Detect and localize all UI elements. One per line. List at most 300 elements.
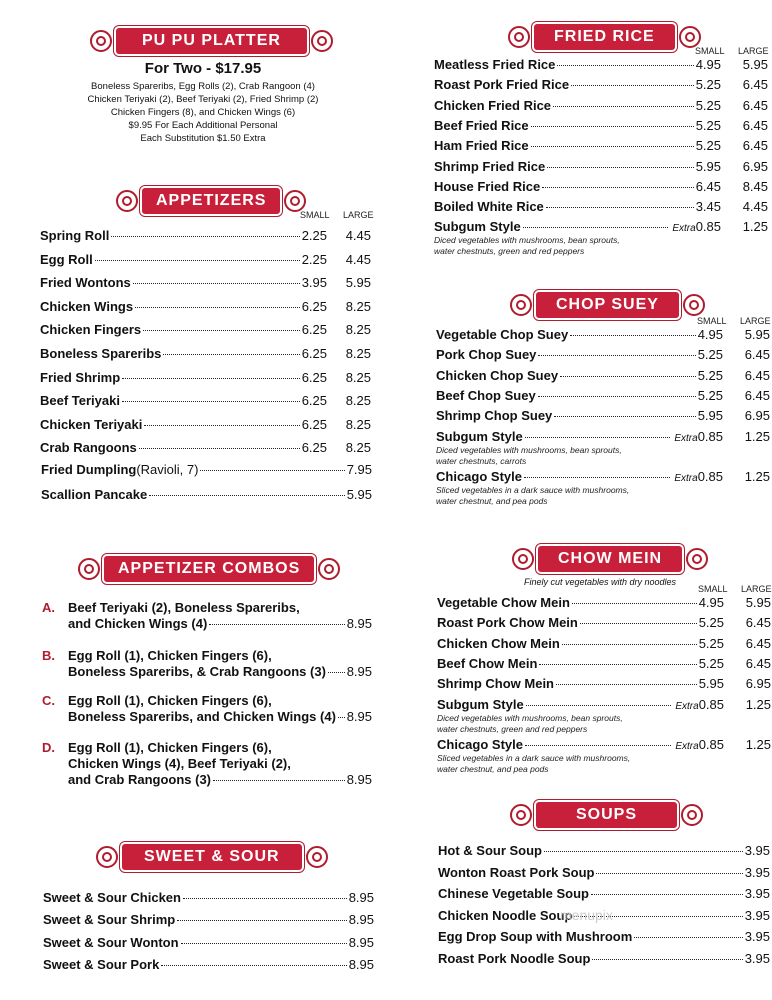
dot-leader: [524, 477, 670, 478]
dot-leader: [95, 260, 300, 261]
price-small: 4.95: [697, 327, 723, 342]
menu-item: [43, 957, 374, 975]
desc-line: water chestnut, and pea pods: [436, 495, 548, 506]
dot-leader: [143, 330, 300, 331]
menu-item: [40, 275, 327, 293]
combo-line: [42, 772, 372, 788]
price-small: 5.25: [697, 387, 723, 403]
menu-item: [434, 138, 721, 156]
menu-item: [438, 886, 770, 904]
price-large: 6.45: [742, 138, 768, 154]
item-name: Shrimp Chow Mein: [437, 676, 554, 692]
item-price: 3.95: [744, 864, 770, 880]
price-small: 5.25: [695, 138, 721, 154]
item-price: 7.95: [346, 462, 372, 477]
combo-item: [42, 648, 372, 680]
dot-leader: [592, 959, 742, 960]
item-name: Beef Fried Rice: [434, 117, 529, 133]
price-large: 6.95: [745, 676, 771, 692]
price-large: 8.25: [345, 346, 371, 361]
ornament-icon: [512, 548, 534, 570]
dot-leader: [596, 873, 742, 874]
menu-item: [43, 912, 374, 930]
item-name: Sweet & Sour Shrimp: [43, 912, 176, 928]
desc-line: water chestnut, and pea pods: [437, 763, 549, 774]
price-small: 4.95: [695, 57, 721, 72]
price-large: 4.45: [345, 251, 371, 267]
dot-leader: [531, 146, 694, 147]
price-small: 6.25: [301, 416, 327, 432]
item-price: 8.95: [348, 890, 374, 905]
fried-rice-title: FRIED RICE: [534, 24, 675, 50]
item-description: [437, 753, 630, 775]
item-name: Chicken Fried Rice: [434, 97, 552, 113]
price-small: 5.25: [697, 367, 723, 383]
price-small: 6.25: [301, 346, 327, 361]
dot-leader: [572, 603, 697, 604]
item-name: Ham Fried Rice: [434, 138, 529, 154]
extra-label: Extra: [674, 432, 698, 444]
item-name: Egg Roll: [40, 251, 93, 267]
chow-mein-banner: [512, 544, 708, 574]
combo-line: [42, 693, 372, 709]
item-name: Chicken Chop Suey: [436, 367, 559, 383]
menu-item: [40, 322, 327, 340]
dot-leader: [200, 470, 344, 471]
price-large: 6.45: [742, 117, 768, 133]
price-large: 8.25: [345, 393, 371, 409]
ornament-icon: [508, 26, 530, 48]
item-note: (Ravioli, 7): [136, 462, 199, 477]
soups-banner: [510, 800, 703, 830]
dot-leader: [580, 623, 697, 624]
dot-leader: [122, 378, 300, 379]
menu-item: [436, 327, 723, 345]
item-name: Chicken Chow Mein: [437, 635, 560, 651]
item-name: Vegetable Chop Suey: [436, 327, 569, 342]
menu-item: [434, 159, 721, 177]
chop-suey-title: CHOP SUEY: [536, 292, 679, 318]
combo-price: 8.95: [346, 616, 372, 631]
appetizers-title: APPETIZERS: [142, 188, 280, 214]
item-name: Crab Rangoons: [40, 440, 137, 456]
dot-leader: [634, 937, 742, 938]
item-name: Spring Roll: [40, 228, 110, 243]
menu-item: [434, 118, 721, 136]
ornament-icon: [679, 26, 701, 48]
price-small: 6.25: [301, 322, 327, 338]
item-price: 8.95: [348, 934, 374, 950]
pupu-line: Chicken Fingers (8), and Chicken Wings (6): [110, 107, 296, 118]
ornament-icon: [318, 558, 340, 580]
price-large: 4.45: [345, 228, 371, 243]
price-large: 8.25: [345, 322, 371, 338]
price-large: 6.45: [744, 387, 770, 403]
menu-item: [434, 98, 721, 116]
menu-item: [438, 865, 770, 883]
small-header: SMALL: [697, 316, 727, 326]
price-large: 6.45: [745, 655, 771, 671]
dot-leader: [526, 705, 672, 706]
menu-item: [40, 417, 327, 435]
chop-suey-banner: [510, 290, 705, 320]
item-name: Fried Wontons: [40, 275, 131, 291]
item-name: Egg Drop Soup with Mushroom: [438, 929, 633, 945]
dot-leader: [538, 396, 696, 397]
extra-label: Extra: [672, 223, 696, 235]
extra-label: Extra: [674, 472, 698, 484]
price-small: 5.25: [698, 655, 724, 671]
price-small: 3.95: [301, 275, 327, 291]
item-name: Subgum Style: [436, 428, 523, 444]
combo-text: Egg Roll (1), Chicken Fingers (6),: [68, 648, 272, 663]
dot-leader: [591, 894, 743, 895]
dot-leader: [122, 401, 300, 402]
price-small: 4.95: [698, 595, 724, 610]
ornament-icon: [284, 190, 306, 212]
dot-leader: [525, 745, 671, 746]
combo-line: [42, 709, 372, 725]
price-large: 5.95: [742, 57, 768, 72]
item-name: Roast Pork Noodle Soup: [438, 951, 591, 966]
menu-item: [436, 368, 723, 386]
menu-item: [40, 299, 327, 317]
dot-leader: [144, 425, 299, 426]
ornament-icon: [510, 294, 532, 316]
price-small: 5.95: [698, 676, 724, 692]
price-large: 4.45: [742, 199, 768, 215]
item-name: Shrimp Chop Suey: [436, 408, 553, 424]
desc-line: Sliced vegetables in a dark sauce with mushrooms,: [436, 484, 630, 495]
dot-leader: [177, 920, 346, 921]
ornament-icon: [306, 846, 328, 868]
dot-leader: [547, 167, 693, 168]
item-name: Scallion Pancake: [41, 487, 148, 502]
combo-line: [42, 600, 372, 616]
item-price: 5.95: [346, 487, 372, 502]
price-small: 2.25: [301, 228, 327, 243]
price-large: 6.45: [742, 77, 768, 93]
pupu-title: PU PU PLATTER: [116, 28, 307, 54]
combo-letter: C.: [42, 693, 55, 708]
large-header: LARGE: [741, 584, 772, 594]
combo-price: 8.95: [346, 664, 372, 679]
price-small: 0.85: [698, 736, 724, 752]
desc-line: Diced vegetables with mushrooms, bean sprouts,: [436, 444, 622, 455]
menu-item: [40, 440, 327, 458]
appetizers-banner: [116, 186, 306, 216]
dot-leader: [539, 664, 696, 665]
combo-line: [42, 648, 372, 664]
dot-leader: [556, 684, 697, 685]
combo-line: [42, 740, 372, 756]
dot-leader: [560, 376, 696, 377]
dot-leader: [544, 851, 743, 852]
item-name: Fried Dumpling: [41, 462, 137, 477]
item-description: [436, 445, 622, 467]
item-name: Chicken Noodle Soup: [438, 907, 573, 923]
item-name: Subgum Style: [434, 219, 521, 235]
chow-mein-title: CHOW MEIN: [538, 546, 682, 572]
menu-item: [43, 935, 374, 953]
menu-item: [434, 179, 721, 197]
dot-leader: [557, 65, 693, 66]
price-small: 5.25: [697, 347, 723, 363]
dot-leader: [546, 207, 694, 208]
menu-item: [438, 929, 770, 947]
pupu-banner: [90, 26, 333, 56]
item-name: Chicken Teriyaki: [40, 416, 143, 432]
price-small: 5.25: [698, 635, 724, 651]
item-name: Boneless Spareribs: [40, 346, 162, 361]
price-small: 5.95: [695, 158, 721, 174]
price-large: 5.95: [744, 327, 770, 342]
combo-letter: D.: [42, 740, 55, 755]
ornament-icon: [510, 804, 532, 826]
pupu-line: Boneless Spareribs, Egg Rolls (2), Crab Rangoon (4): [91, 81, 315, 92]
item-name: House Fried Rice: [434, 178, 541, 194]
price-large: 1.25: [745, 696, 771, 712]
menu-item: [437, 636, 724, 654]
dot-leader: [163, 354, 299, 355]
ornament-icon: [78, 558, 100, 580]
price-small: 2.25: [301, 251, 327, 267]
fried-rice-banner: [508, 22, 701, 52]
item-name: Hot & Sour Soup: [438, 843, 542, 858]
price-large: 8.25: [345, 298, 371, 314]
dot-leader: [542, 187, 693, 188]
price-small: 5.25: [695, 77, 721, 93]
desc-line: water chestnuts, green and red peppers: [434, 246, 585, 257]
dot-leader: [338, 717, 345, 718]
item-name: Sweet & Sour Pork: [43, 956, 160, 972]
price-small: 0.85: [697, 468, 723, 484]
pupu-line: Each Substitution $1.50 Extra: [140, 133, 266, 144]
price-small: 6.25: [301, 440, 327, 456]
item-name: Sweet & Sour Wonton: [43, 934, 179, 950]
large-header: LARGE: [343, 210, 374, 220]
item-name: Beef Chow Mein: [437, 655, 538, 671]
combo-line: [42, 664, 372, 680]
menu-item: [436, 408, 723, 426]
dot-leader: [553, 106, 694, 107]
price-large: 1.25: [742, 219, 768, 235]
dot-leader: [139, 448, 300, 449]
menu-item: [40, 393, 327, 411]
price-small: 5.25: [695, 117, 721, 133]
pupu-price: For Two - $17.95: [144, 60, 262, 77]
item-description: [436, 485, 629, 507]
dot-leader: [111, 236, 299, 237]
price-small: 5.95: [697, 408, 723, 424]
pupu-line: Chicken Teriyaki (2), Beef Teriyaki (2), Fried Shrimp (2): [87, 94, 319, 105]
menu-item: [41, 462, 372, 480]
item-name: Chicken Wings: [40, 298, 134, 314]
price-large: 6.45: [742, 97, 768, 113]
dot-leader: [213, 780, 345, 781]
price-small: 6.45: [695, 178, 721, 194]
item-description: [434, 235, 620, 257]
combo-item: [42, 740, 372, 788]
combo-letter: B.: [42, 648, 55, 663]
price-large: 6.45: [744, 367, 770, 383]
combo-text: Beef Teriyaki (2), Boneless Spareribs,: [68, 600, 300, 615]
price-small: 6.25: [301, 298, 327, 314]
extra-label: Extra: [675, 700, 699, 712]
menu-item: [437, 656, 724, 674]
large-header: LARGE: [738, 46, 769, 56]
combo-item: [42, 693, 372, 725]
combo-text: Boneless Spareribs, and Chicken Wings (4): [68, 709, 336, 724]
combo-text: Egg Roll (1), Chicken Fingers (6),: [68, 693, 272, 708]
item-name: Chicago Style: [437, 736, 523, 752]
combos-banner: [78, 554, 340, 584]
item-name: Shrimp Fried Rice: [434, 158, 546, 174]
dot-leader: [209, 624, 344, 625]
menu-item: [40, 346, 327, 364]
extra-label: Extra: [675, 740, 699, 752]
item-name: Boiled White Rice: [434, 199, 544, 215]
dot-leader: [149, 495, 344, 496]
item-name: Roast Pork Fried Rice: [434, 77, 570, 93]
price-small: 0.85: [697, 428, 723, 444]
price-large: 1.25: [745, 736, 771, 752]
combo-item: [42, 600, 372, 632]
menu-item: [438, 951, 770, 969]
price-large: 1.25: [744, 468, 770, 484]
item-name: Roast Pork Chow Mein: [437, 615, 578, 631]
item-name: Fried Shrimp: [40, 369, 121, 385]
price-large: 8.25: [345, 416, 371, 432]
desc-line: Diced vegetables with mushrooms, bean sprouts,: [434, 235, 620, 246]
item-price: 3.95: [744, 929, 770, 945]
dot-leader: [133, 283, 300, 284]
combo-line: Chicken Wings (4), Beef Teriyaki (2),: [68, 756, 291, 771]
menu-item: [437, 595, 724, 613]
price-small: 5.25: [695, 97, 721, 113]
ornament-icon: [90, 30, 112, 52]
price-small: 0.85: [695, 219, 721, 235]
ornament-icon: [96, 846, 118, 868]
combo-line: [42, 616, 372, 632]
price-large: 5.95: [745, 595, 771, 610]
price-large: 8.25: [345, 440, 371, 456]
price-large: 1.25: [744, 428, 770, 444]
item-name: Meatless Fried Rice: [434, 57, 556, 72]
price-small: 5.25: [698, 615, 724, 631]
dot-leader: [328, 672, 345, 673]
ornament-icon: [681, 804, 703, 826]
ornament-icon: [311, 30, 333, 52]
price-small: 0.85: [698, 696, 724, 712]
item-name: Chinese Vegetable Soup: [438, 886, 589, 902]
menu-item: [434, 57, 721, 75]
small-header: SMALL: [695, 46, 725, 56]
dot-leader: [181, 943, 347, 944]
item-name: Vegetable Chow Mein: [437, 595, 570, 610]
combo-text: Boneless Spareribs, & Crab Rangoons (3): [68, 664, 326, 679]
menu-item: [437, 676, 724, 694]
combo-text: and Chicken Wings (4): [68, 616, 208, 631]
price-large: 8.25: [345, 369, 371, 385]
desc-line: Sliced vegetables in a dark sauce with mushrooms,: [437, 752, 631, 763]
item-price: 3.95: [744, 907, 770, 923]
desc-line: water chestnuts, carrots: [436, 455, 527, 466]
desc-line: water chestnuts, green and red peppers: [437, 723, 588, 734]
item-name: Subgum Style: [437, 696, 524, 712]
large-header: LARGE: [740, 316, 771, 326]
sweet-sour-title: SWEET & SOUR: [122, 844, 302, 870]
menu-item: [434, 77, 721, 95]
item-description: [437, 713, 623, 735]
item-price: 3.95: [744, 886, 770, 902]
watermark: menupix: [560, 907, 613, 923]
price-large: 6.95: [742, 158, 768, 174]
dot-leader: [525, 437, 671, 438]
menu-item: [40, 252, 327, 270]
soups-title: SOUPS: [536, 802, 677, 828]
price-large: 5.95: [345, 275, 371, 291]
item-name: Beef Chop Suey: [436, 387, 536, 403]
combo-text: Egg Roll (1), Chicken Fingers (6),: [68, 740, 272, 755]
small-header: SMALL: [300, 210, 330, 220]
item-name: Chicken Fingers: [40, 322, 142, 338]
ornament-icon: [116, 190, 138, 212]
menu-item: [40, 228, 327, 246]
dot-leader: [523, 227, 669, 228]
item-name: Wonton Roast Pork Soup: [438, 864, 595, 880]
combo-letter: A.: [42, 600, 55, 615]
price-large: 8.45: [742, 178, 768, 194]
menu-item: [436, 347, 723, 365]
pupu-details: [60, 80, 346, 145]
item-name: Sweet & Sour Chicken: [43, 890, 181, 905]
dot-leader: [571, 85, 694, 86]
menu-item: [43, 890, 374, 908]
dot-leader: [531, 126, 694, 127]
dot-leader: [570, 335, 695, 336]
combo-price: 8.95: [346, 772, 372, 787]
item-name: Pork Chop Suey: [436, 347, 537, 363]
item-price: 8.95: [348, 912, 374, 928]
item-price: 8.95: [348, 956, 374, 972]
price-large: 6.45: [745, 635, 771, 651]
menu-item: [437, 615, 724, 633]
menu-item: [438, 843, 770, 861]
price-large: 6.45: [745, 615, 771, 631]
combo-price: 8.95: [346, 709, 372, 724]
dot-leader: [554, 416, 695, 417]
dot-leader: [161, 965, 346, 966]
small-header: SMALL: [698, 584, 728, 594]
dot-leader: [135, 307, 300, 308]
combos-title: APPETIZER COMBOS: [104, 556, 314, 582]
dot-leader: [562, 644, 697, 645]
ornament-icon: [686, 548, 708, 570]
item-price: 3.95: [744, 843, 770, 858]
combo-text: and Crab Rangoons (3): [68, 772, 212, 787]
menu-item: [436, 388, 723, 406]
dot-leader: [538, 355, 695, 356]
sweet-sour-banner: [96, 842, 328, 872]
menu-item: [434, 199, 721, 217]
price-small: 6.25: [301, 393, 327, 409]
item-price: 3.95: [744, 951, 770, 966]
pupu-line: $9.95 For Each Additional Personal: [128, 120, 278, 131]
price-small: 6.25: [301, 369, 327, 385]
price-small: 3.45: [695, 199, 721, 215]
price-large: 6.95: [744, 408, 770, 424]
